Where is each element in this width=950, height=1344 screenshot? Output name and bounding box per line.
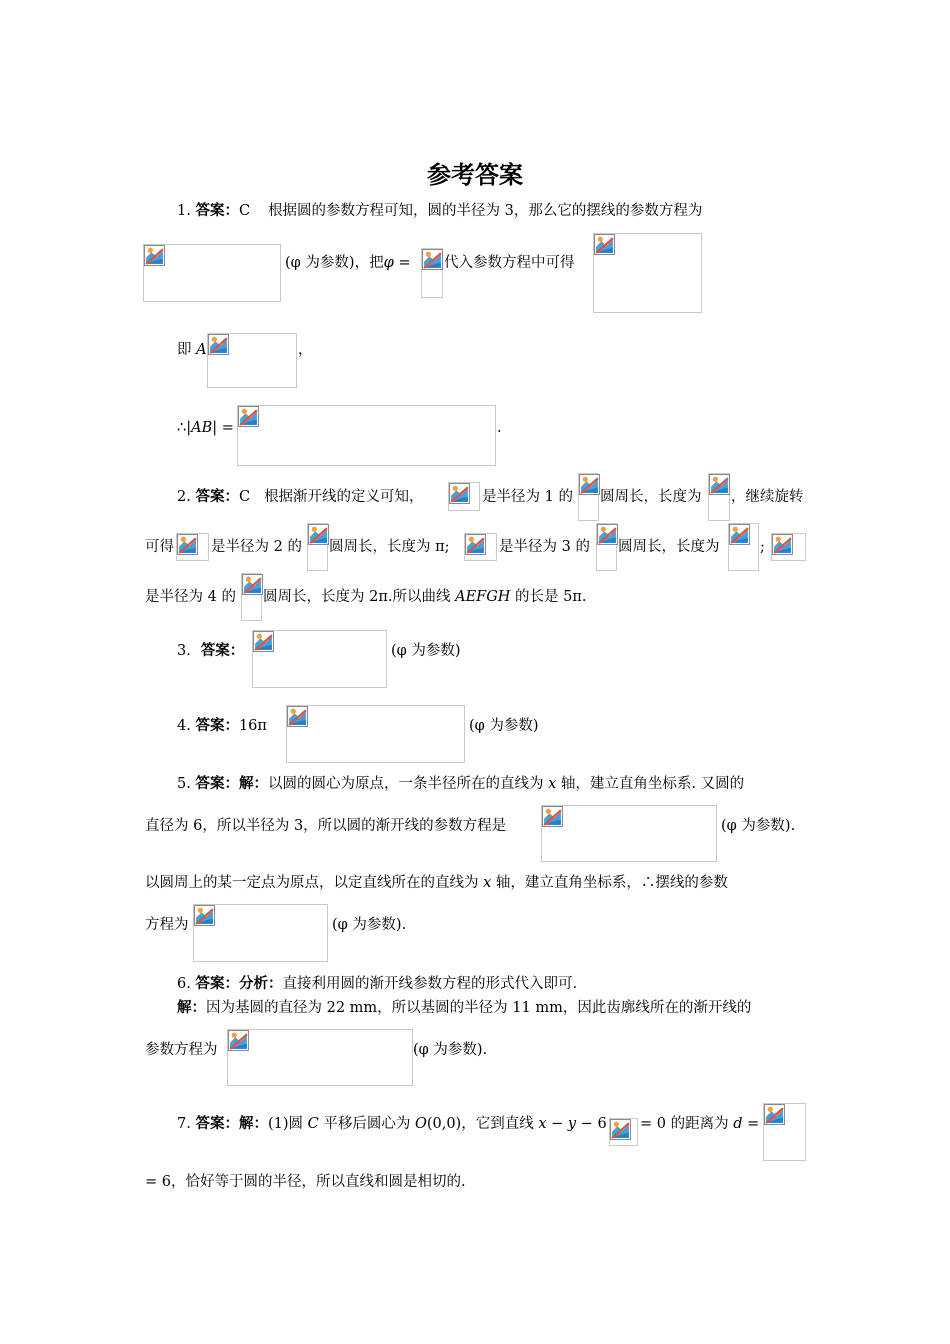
answer-2-text: 是半径为 2 的: [211, 539, 302, 555]
answer-6-param: (φ 为参数).: [413, 1042, 488, 1058]
formula-image: [176, 533, 209, 561]
answer-2-line-1: 2. 答案：C 根据渐开线的定义可知，: [177, 489, 424, 505]
answer-3-param: (φ 为参数): [391, 643, 461, 659]
answer-6-line-2: 解：因为基圆的直径为 22 mm，所以基圆的半径为 11 mm，因此齿廓线所在的渐开线的: [177, 1000, 752, 1016]
answer-2-conclusion: 圆周长，长度为 2π.所以曲线 AEFGH 的长是 5π.: [263, 589, 587, 605]
answer-1-period: .: [497, 420, 502, 436]
answer-2-text: 是半径为 1 的: [482, 489, 573, 505]
answer-1-point-a: 即 A: [177, 342, 207, 358]
answer-2-text: ;: [760, 539, 765, 555]
answer-4-label: 4. 答案：16π: [177, 718, 267, 734]
formula-image: [728, 523, 759, 571]
broken-image-icon: [542, 806, 563, 827]
broken-image-icon: [594, 234, 615, 255]
answer-1-distance-ab: ∴|AB| =: [177, 420, 234, 436]
answer-7-line-1-end: = 0 的距离为 d =: [640, 1116, 760, 1132]
broken-image-icon: [228, 1030, 249, 1051]
answer-1-text: 根据圆的参数方程可知，圆的半径为 3，那么它的摆线的参数方程为: [268, 203, 703, 219]
answer-5-line-3: 以圆周上的某一定点为原点，以定直线所在的直线为 x 轴，建立直角坐标系，∴摆线的参数: [145, 875, 728, 891]
answer-7-line-2: = 6，恰好等于圆的半径，所以直线和圆是相切的.: [145, 1174, 466, 1190]
broken-image-icon: [194, 905, 215, 926]
answer-2-text: 可得: [145, 539, 174, 555]
answer-1-label: 答案：: [195, 203, 239, 219]
broken-image-icon: [579, 474, 600, 495]
answer-2-text: ，继续旋转: [731, 489, 804, 505]
formula-image: [421, 248, 443, 298]
answer-5-line-2: 直径为 6，所以半径为 3，所以圆的渐开线的参数方程是: [145, 818, 507, 834]
broken-image-icon: [253, 631, 274, 652]
formula-image: [541, 805, 717, 862]
formula-image: [237, 405, 496, 466]
formula-image: [252, 630, 387, 688]
answer-5-param: (φ 为参数).: [721, 818, 796, 834]
answer-3-label: 3．答案：: [177, 643, 245, 659]
formula-image: [448, 482, 480, 511]
page-title: 参考答案: [427, 161, 523, 189]
broken-image-icon: [729, 524, 750, 545]
formula-image: [771, 533, 806, 561]
formula-image: [207, 333, 297, 388]
formula-image: [596, 523, 617, 571]
broken-image-icon: [465, 534, 486, 555]
answer-5-param-2: (φ 为参数).: [332, 917, 407, 933]
broken-image-icon: [238, 406, 259, 427]
formula-image: [578, 473, 599, 521]
answer-1-comma: ，: [298, 342, 313, 358]
broken-image-icon: [177, 534, 198, 555]
answer-2-text: 是半径为 4 的: [145, 589, 236, 605]
formula-image: [241, 573, 262, 621]
formula-image: [593, 233, 702, 313]
broken-image-icon: [144, 245, 165, 266]
answer-2-text: 圆周长，长度为: [600, 489, 702, 505]
answer-5-line-1: 5. 答案：解：以圆的圆心为原点，一条半径所在的直线为 x 轴，建立直角坐标系. 又圆的: [177, 776, 745, 792]
answer-1-choice: C: [238, 203, 251, 219]
answer-5-line-4: 方程为: [145, 917, 189, 933]
formula-image: [227, 1029, 413, 1086]
answer-1-substitute-text: 代入参数方程中可得: [444, 255, 575, 271]
broken-image-icon: [242, 574, 263, 595]
broken-image-icon: [764, 1104, 785, 1125]
broken-image-icon: [772, 534, 793, 555]
formula-image: [763, 1103, 806, 1161]
formula-image: [307, 523, 328, 571]
answer-6-line-1: 6. 答案：分析：直接利用圆的渐开线参数方程的形式代入即可.: [177, 976, 578, 992]
formula-image: [708, 473, 730, 521]
answer-2-text: 圆周长，长度为 π;: [329, 539, 450, 555]
broken-image-icon: [422, 249, 443, 270]
broken-image-icon: [597, 524, 618, 545]
answer-4-param: (φ 为参数): [469, 718, 539, 734]
answer-1-param-text: (φ 为参数)，把φ =: [285, 255, 411, 271]
broken-image-icon: [610, 1119, 631, 1140]
answer-1-line-1: [177, 201, 702, 221]
formula-image: [193, 904, 328, 962]
formula-image: [464, 533, 497, 561]
answer-2-text: 是半径为 3 的: [499, 539, 590, 555]
broken-image-icon: [287, 706, 308, 727]
broken-image-icon: [308, 524, 329, 545]
formula-image: [609, 1118, 638, 1146]
broken-image-icon: [709, 474, 730, 495]
answer-7-line-1: 7. 答案：解：(1)圆 C 平移后圆心为 O(0,0)，它到直线 x − y − 6: [177, 1116, 607, 1132]
broken-image-icon: [208, 334, 229, 355]
formula-image: [143, 244, 281, 302]
answer-2-text: 圆周长，长度为: [618, 539, 720, 555]
formula-image: [286, 705, 465, 763]
answer-1-number: 1.: [177, 203, 196, 219]
answer-6-line-3: 参数方程为: [145, 1042, 218, 1058]
broken-image-icon: [449, 483, 470, 504]
